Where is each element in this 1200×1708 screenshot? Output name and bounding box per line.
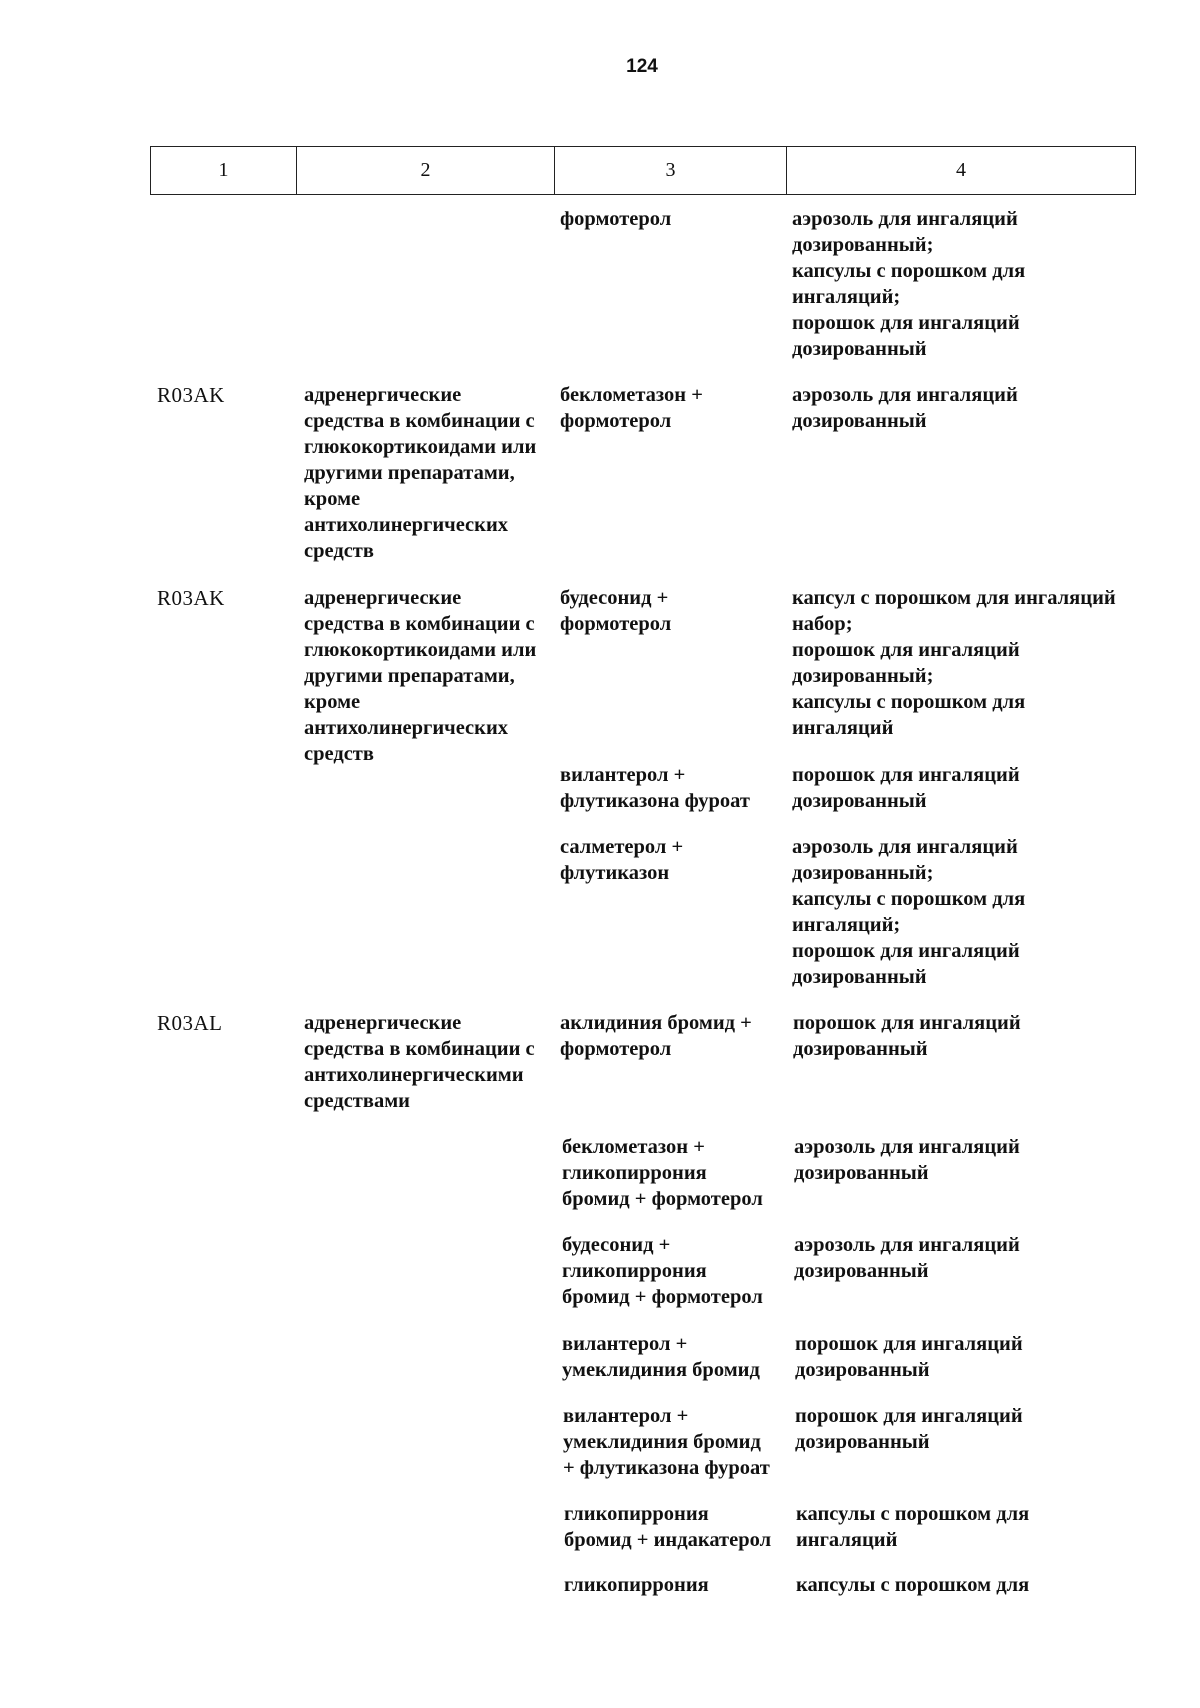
table-header bbox=[150, 146, 1136, 195]
drug-name: вилантерол + умеклидиния бромид + флутиказона фуроат bbox=[563, 1405, 770, 1479]
dosage-form: порошок для ингаляций дозированный bbox=[792, 764, 1020, 812]
atc-group-name: адренергические средства в комбинации с глюкокортикоидами или другими препаратами, кроме антихолинергических средств bbox=[304, 587, 537, 765]
header-col-3: 3 bbox=[554, 147, 786, 194]
drug-name: аклидиния бромид + формотерол bbox=[560, 1012, 752, 1060]
dosage-form: капсул с порошком для ингаляций набор; порошок для ингаляций дозированный; капсулы с порошком для ингаляций bbox=[792, 587, 1116, 739]
dosage-form: аэрозоль для ингаляций дозированный; капсулы с порошком для ингаляций; порошок для ингаляций дозированный bbox=[792, 836, 1026, 988]
dosage-form: аэрозоль для ингаляций дозированный bbox=[792, 384, 1018, 432]
drug-name: вилантерол + умеклидиния бромид bbox=[562, 1333, 760, 1381]
atc-code: R03AL bbox=[157, 1011, 223, 1035]
drug-name: будесонид + формотерол bbox=[560, 587, 672, 635]
page-number: 124 bbox=[626, 56, 658, 77]
dosage-form: порошок для ингаляций дозированный bbox=[793, 1012, 1021, 1060]
drug-name: беклометазон + гликопиррония бромид + формотерол bbox=[562, 1136, 763, 1210]
drug-name: гликопиррония бромид + индакатерол bbox=[564, 1503, 772, 1551]
header-col-2: 2 bbox=[296, 147, 554, 194]
header-col-4: 4 bbox=[786, 147, 1135, 194]
drug-name: салметерол + флутиказон bbox=[560, 836, 684, 884]
atc-group-name: адренергические средства в комбинации с антихолинергическими средствами bbox=[304, 1012, 535, 1112]
dosage-form: порошок для ингаляций дозированный bbox=[795, 1333, 1023, 1381]
dosage-form: аэрозоль для ингаляций дозированный; капсулы с порошком для ингаляций; порошок для ингаляций дозированный bbox=[792, 208, 1026, 360]
drug-name: формотерол bbox=[560, 208, 672, 230]
drug-name: вилантерол + флутиказона фуроат bbox=[560, 764, 750, 812]
dosage-form: капсулы с порошком для ингаляций bbox=[796, 1503, 1030, 1551]
dosage-form: аэрозоль для ингаляций дозированный bbox=[794, 1234, 1020, 1282]
dosage-form: капсулы с порошком для bbox=[796, 1574, 1030, 1596]
dosage-form: аэрозоль для ингаляций дозированный bbox=[794, 1136, 1020, 1184]
atc-code: R03AK bbox=[157, 586, 225, 610]
dosage-form: порошок для ингаляций дозированный bbox=[795, 1405, 1023, 1453]
atc-code: R03AK bbox=[157, 383, 225, 407]
drug-name: гликопиррония bbox=[564, 1574, 709, 1596]
header-col-1: 1 bbox=[218, 159, 229, 181]
drug-name: будесонид + гликопиррония бромид + формотерол bbox=[562, 1234, 763, 1308]
atc-group-name: адренергические средства в комбинации с глюкокортикоидами или другими препаратами, кроме антихолинергических средств bbox=[304, 384, 537, 562]
drug-name: беклометазон + формотерол bbox=[560, 384, 703, 432]
